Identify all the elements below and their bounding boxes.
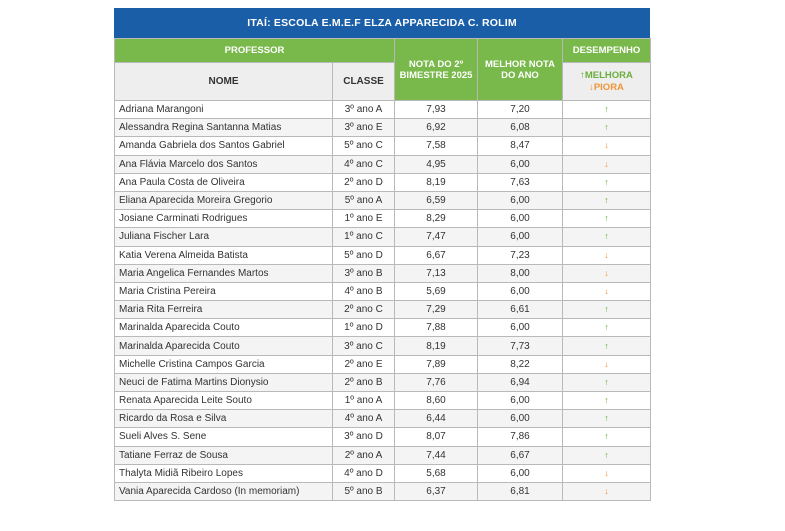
- table-row: [115, 319, 651, 337]
- best-grade-cell: 6,00: [478, 155, 563, 173]
- class-cell: 4º ano C: [333, 155, 395, 173]
- class-cell: 3º ano B: [333, 264, 395, 282]
- table-row: [115, 428, 651, 446]
- table-row: [115, 301, 651, 319]
- best-grade-cell: 7,20: [478, 101, 563, 119]
- class-cell: 2º ano E: [333, 355, 395, 373]
- arrow-up-icon: ↑: [604, 213, 609, 224]
- desempenho-header: DESEMPENHO: [563, 39, 651, 63]
- grade-cell: 8,29: [395, 210, 478, 228]
- table-row: [115, 246, 651, 264]
- table-row: [115, 191, 651, 209]
- table-row: [115, 137, 651, 155]
- results-table-container: [114, 8, 650, 501]
- arrow-up-icon: ↑: [604, 304, 609, 315]
- best-grade-cell: 6,00: [478, 464, 563, 482]
- arrow-up-icon: ↑: [604, 413, 609, 424]
- teacher-name-cell: Tatiane Ferraz de Sousa: [115, 446, 333, 464]
- grade-cell: 5,69: [395, 282, 478, 300]
- teacher-name-cell: Thalyta Midiã Ribeiro Lopes: [115, 464, 333, 482]
- table-row: [115, 482, 651, 500]
- class-cell: 1º ano D: [333, 319, 395, 337]
- grade-cell: 7,88: [395, 319, 478, 337]
- trend-cell: [563, 428, 651, 446]
- class-cell: 1º ano E: [333, 210, 395, 228]
- trend-cell: [563, 410, 651, 428]
- teacher-name-cell: Marinalda Aparecida Couto: [115, 319, 333, 337]
- grade-cell: 8,19: [395, 173, 478, 191]
- grade-cell: 8,60: [395, 392, 478, 410]
- trend-cell: [563, 155, 651, 173]
- teacher-name-cell: Adriana Marangoni: [115, 101, 333, 119]
- table-body: [115, 101, 651, 501]
- table-row: [115, 210, 651, 228]
- class-cell: 4º ano B: [333, 282, 395, 300]
- arrow-down-icon: ↓: [604, 467, 609, 478]
- grade-cell: 7,47: [395, 228, 478, 246]
- teacher-name-cell: Ana Flávia Marcelo dos Santos: [115, 155, 333, 173]
- teacher-name-cell: Ricardo da Rosa e Silva: [115, 410, 333, 428]
- grade-cell: 8,07: [395, 428, 478, 446]
- teacher-name-cell: Amanda Gabriela dos Santos Gabriel: [115, 137, 333, 155]
- table-row: [115, 410, 651, 428]
- teacher-name-cell: Renata Aparecida Leite Souto: [115, 392, 333, 410]
- table-row: [115, 119, 651, 137]
- grade-cell: 7,58: [395, 137, 478, 155]
- teacher-name-cell: Ana Paula Costa de Oliveira: [115, 173, 333, 191]
- grade-cell: 7,93: [395, 101, 478, 119]
- best-grade-cell: 8,47: [478, 137, 563, 155]
- trend-cell: [563, 446, 651, 464]
- grade-cell: 4,95: [395, 155, 478, 173]
- class-cell: 2º ano C: [333, 301, 395, 319]
- best-grade-cell: 6,00: [478, 210, 563, 228]
- grade-cell: 6,59: [395, 191, 478, 209]
- teacher-name-cell: Josiane Carminati Rodrigues: [115, 210, 333, 228]
- grade-cell: 7,89: [395, 355, 478, 373]
- table-row: [115, 155, 651, 173]
- arrow-up-icon: ↑: [604, 231, 609, 242]
- teacher-name-cell: Michelle Cristina Campos Garcia: [115, 355, 333, 373]
- table-row: [115, 101, 651, 119]
- trend-cell: [563, 119, 651, 137]
- arrow-down-icon: ↓: [604, 140, 609, 151]
- arrow-down-icon: ↓: [604, 249, 609, 260]
- trend-legend: [563, 63, 651, 101]
- class-cell: 5º ano B: [333, 482, 395, 500]
- best-grade-cell: 6,00: [478, 410, 563, 428]
- best-grade-cell: 6,94: [478, 373, 563, 391]
- arrow-up-icon: ↑: [604, 431, 609, 442]
- trend-cell: [563, 173, 651, 191]
- best-grade-cell: 6,00: [478, 282, 563, 300]
- best-grade-cell: 6,81: [478, 482, 563, 500]
- table-row: [115, 264, 651, 282]
- trend-cell: [563, 464, 651, 482]
- table-row: [115, 392, 651, 410]
- class-cell: 4º ano A: [333, 410, 395, 428]
- grade-cell: 7,29: [395, 301, 478, 319]
- table-row: [115, 282, 651, 300]
- best-grade-cell: 6,08: [478, 119, 563, 137]
- professor-header: PROFESSOR: [115, 39, 395, 63]
- arrow-up-icon: ↑: [604, 395, 609, 406]
- classe-header: CLASSE: [333, 63, 395, 101]
- class-cell: 5º ano A: [333, 191, 395, 209]
- class-cell: 3º ano C: [333, 337, 395, 355]
- grade-cell: 6,67: [395, 246, 478, 264]
- arrow-down-icon: ↓: [604, 285, 609, 296]
- arrow-up-icon: ↑: [604, 449, 609, 460]
- arrow-down-icon: ↓: [604, 486, 609, 497]
- legend-up: ↑MELHORA: [580, 69, 633, 81]
- best-grade-cell: 7,63: [478, 173, 563, 191]
- best-grade-cell: 8,00: [478, 264, 563, 282]
- teacher-name-cell: Vania Aparecida Cardoso (In memoriam): [115, 482, 333, 500]
- teacher-name-cell: Neuci de Fatima Martins Dionysio: [115, 373, 333, 391]
- table-row: [115, 373, 651, 391]
- table-row: [115, 464, 651, 482]
- trend-cell: [563, 264, 651, 282]
- arrow-down-icon: ↓: [604, 267, 609, 278]
- trend-cell: [563, 246, 651, 264]
- trend-cell: [563, 137, 651, 155]
- teacher-name-cell: Katia Verena Almeida Batista: [115, 246, 333, 264]
- best-grade-cell: 6,61: [478, 301, 563, 319]
- teacher-name-cell: Sueli Alves S. Sene: [115, 428, 333, 446]
- trend-cell: [563, 301, 651, 319]
- melhor-nota-header: MELHOR NOTA DO ANO: [478, 39, 563, 101]
- table-title: ITAÍ: ESCOLA E.M.E.F ELZA APPARECIDA C. ROLIM: [114, 8, 650, 38]
- class-cell: 5º ano C: [333, 137, 395, 155]
- trend-cell: [563, 355, 651, 373]
- table-row: [115, 173, 651, 191]
- class-cell: 3º ano D: [333, 428, 395, 446]
- trend-cell: [563, 282, 651, 300]
- teacher-name-cell: Maria Rita Ferreira: [115, 301, 333, 319]
- best-grade-cell: 7,73: [478, 337, 563, 355]
- nota-header: NOTA DO 2º BIMESTRE 2025: [395, 39, 478, 101]
- best-grade-cell: 8,22: [478, 355, 563, 373]
- grade-cell: 7,13: [395, 264, 478, 282]
- teacher-name-cell: Juliana Fischer Lara: [115, 228, 333, 246]
- arrow-down-icon: ↓: [604, 158, 609, 169]
- teacher-name-cell: Marinalda Aparecida Couto: [115, 337, 333, 355]
- class-cell: 1º ano C: [333, 228, 395, 246]
- results-table: [114, 38, 651, 501]
- arrow-up-icon: ↑: [604, 322, 609, 333]
- best-grade-cell: 6,00: [478, 191, 563, 209]
- grade-cell: 7,44: [395, 446, 478, 464]
- class-cell: 4º ano D: [333, 464, 395, 482]
- grade-cell: 6,44: [395, 410, 478, 428]
- table-row: [115, 446, 651, 464]
- trend-cell: [563, 337, 651, 355]
- table-row: [115, 337, 651, 355]
- trend-cell: [563, 392, 651, 410]
- best-grade-cell: 7,86: [478, 428, 563, 446]
- best-grade-cell: 6,00: [478, 228, 563, 246]
- arrow-up-icon: ↑: [604, 176, 609, 187]
- teacher-name-cell: Alessandra Regina Santanna Matias: [115, 119, 333, 137]
- trend-cell: [563, 228, 651, 246]
- trend-cell: [563, 319, 651, 337]
- grade-cell: 6,92: [395, 119, 478, 137]
- class-cell: 3º ano A: [333, 101, 395, 119]
- trend-cell: [563, 210, 651, 228]
- class-cell: 2º ano B: [333, 373, 395, 391]
- trend-cell: [563, 373, 651, 391]
- best-grade-cell: 6,67: [478, 446, 563, 464]
- teacher-name-cell: Eliana Aparecida Moreira Gregorio: [115, 191, 333, 209]
- teacher-name-cell: Maria Cristina Pereira: [115, 282, 333, 300]
- teacher-name-cell: Maria Angelica Fernandes Martos: [115, 264, 333, 282]
- arrow-up-icon: ↑: [604, 104, 609, 115]
- trend-cell: [563, 191, 651, 209]
- grade-cell: 7,76: [395, 373, 478, 391]
- grade-cell: 6,37: [395, 482, 478, 500]
- trend-cell: [563, 101, 651, 119]
- trend-cell: [563, 482, 651, 500]
- best-grade-cell: 7,23: [478, 246, 563, 264]
- best-grade-cell: 6,00: [478, 392, 563, 410]
- arrow-up-icon: ↑: [604, 340, 609, 351]
- arrow-down-icon: ↓: [604, 358, 609, 369]
- best-grade-cell: 6,00: [478, 319, 563, 337]
- arrow-up-icon: ↑: [604, 122, 609, 133]
- arrow-up-icon: ↑: [604, 376, 609, 387]
- class-cell: 1º ano A: [333, 392, 395, 410]
- class-cell: 5º ano D: [333, 246, 395, 264]
- class-cell: 2º ano A: [333, 446, 395, 464]
- table-row: [115, 355, 651, 373]
- grade-cell: 5,68: [395, 464, 478, 482]
- legend-down: ↓PIORA: [589, 81, 624, 93]
- class-cell: 3º ano E: [333, 119, 395, 137]
- grade-cell: 8,19: [395, 337, 478, 355]
- arrow-up-icon: ↑: [604, 195, 609, 206]
- table-row: [115, 228, 651, 246]
- class-cell: 2º ano D: [333, 173, 395, 191]
- nome-header: NOME: [115, 63, 333, 101]
